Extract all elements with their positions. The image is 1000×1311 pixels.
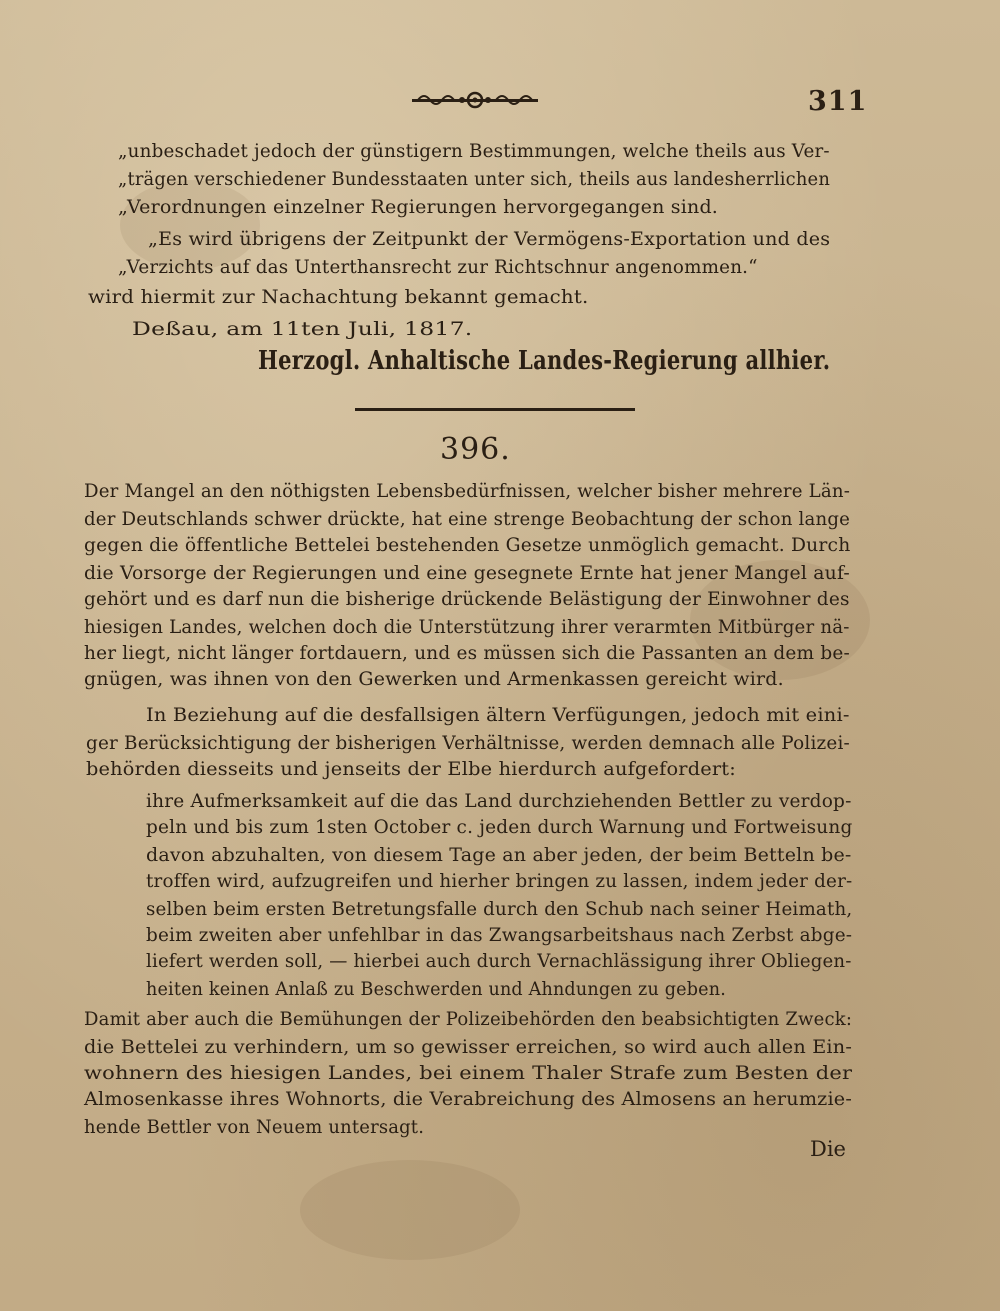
text-line: davon abzuhalten, von diesem Tage an aber jeden, der beim Betteln be- <box>146 844 852 866</box>
text-line: selben beim ersten Betretungsfalle durch den Schub nach seiner Heimath, <box>146 898 853 920</box>
signature-line: Herzogl. Anhaltische Landes-Regierung allhier. <box>258 346 831 376</box>
text-line: „Verzichts auf das Unterthansrecht zur Richtschnur angenommen.“ <box>118 256 758 278</box>
catchword: Die <box>810 1137 846 1161</box>
text-line: hende Bettler von Neuem untersagt. <box>84 1116 425 1138</box>
text-line: Damit aber auch die Bemühungen der Polizeibehörden den beabsichtigten Zweck: <box>84 1008 853 1030</box>
text-line: die Bettelei zu verhindern, um so gewisser erreichen, so wird auch allen Ein- <box>84 1036 853 1058</box>
text-line: „trägen verschiedener Bundesstaaten unter sich, theils aus landesherrlichen <box>118 168 831 190</box>
date-line: Deßau, am 11ten Juli, 1817. <box>132 318 473 340</box>
text-line: Der Mangel an den nöthigsten Lebensbedürfnissen, welcher bisher mehrere Län- <box>84 480 851 502</box>
text-line: die Vorsorge der Regierungen und eine gesegnete Ernte hat jener Mangel auf- <box>84 562 850 584</box>
text-line: ihre Aufmerksamkeit auf die das Land durchziehenden Bettler zu verdop- <box>146 790 852 812</box>
text-line: „unbeschadet jedoch der günstigern Bestimmungen, welche theils aus Ver- <box>118 140 830 162</box>
paper-stain <box>300 1160 520 1260</box>
text-line: In Beziehung auf die desfallsigen ältern Verfügungen, jedoch mit eini- <box>146 704 850 726</box>
text-line: wohnern des hiesigen Landes, bei einem Thaler Strafe zum Besten der <box>84 1062 853 1084</box>
text-line: wird hiermit zur Nachachtung bekannt gemacht. <box>88 286 589 308</box>
text-line: gegen die öffentliche Bettelei bestehenden Gesetze unmöglich gemacht. Durch <box>84 534 851 556</box>
text-line: beim zweiten aber unfehlbar in das Zwangsarbeitshaus nach Zerbst abge- <box>146 924 853 946</box>
text-line: liefert werden soll, — hierbei auch durch Vernachlässigung ihrer Obliegen- <box>146 950 852 972</box>
text-line: Almosenkasse ihres Wohnorts, die Verabreichung des Almosens an herumzie- <box>84 1088 852 1110</box>
header-ornament <box>410 88 540 112</box>
section-divider <box>355 408 635 411</box>
text-line: hiesigen Landes, welchen doch die Unterstützung ihrer verarmten Mitbürger nä- <box>84 616 850 638</box>
text-line: troffen wird, aufzugreifen und hierher bringen zu lassen, indem jeder der- <box>146 870 853 892</box>
text-line: gnügen, was ihnen von den Gewerken und Armenkassen gereicht wird. <box>84 668 784 690</box>
section-number: 396. <box>440 432 511 467</box>
text-line: der Deutschlands schwer drückte, hat eine strenge Beobachtung der schon lange <box>84 508 851 530</box>
text-line: heiten keinen Anlaß zu Beschwerden und Ahndungen zu geben. <box>146 978 726 1000</box>
text-line: ger Berücksichtigung der bisherigen Verhältnisse, werden demnach alle Polizei- <box>86 732 850 754</box>
text-line: peln und bis zum 1sten October c. jeden durch Warnung und Fortweisung <box>146 816 853 838</box>
text-line: her liegt, nicht länger fortdauern, und es müssen sich die Passanten an dem be- <box>84 642 850 664</box>
page-number: 311 <box>808 86 868 117</box>
text-line: gehört und es darf nun die bisherige drückende Belästigung der Einwohner des <box>84 588 850 610</box>
text-line: „Verordnungen einzelner Regierungen hervorgegangen sind. <box>118 196 719 218</box>
text-line: „Es wird übrigens der Zeitpunkt der Vermögens-Exportation und des <box>148 228 831 250</box>
text-line: behörden diesseits und jenseits der Elbe hierdurch aufgefordert: <box>86 758 736 780</box>
